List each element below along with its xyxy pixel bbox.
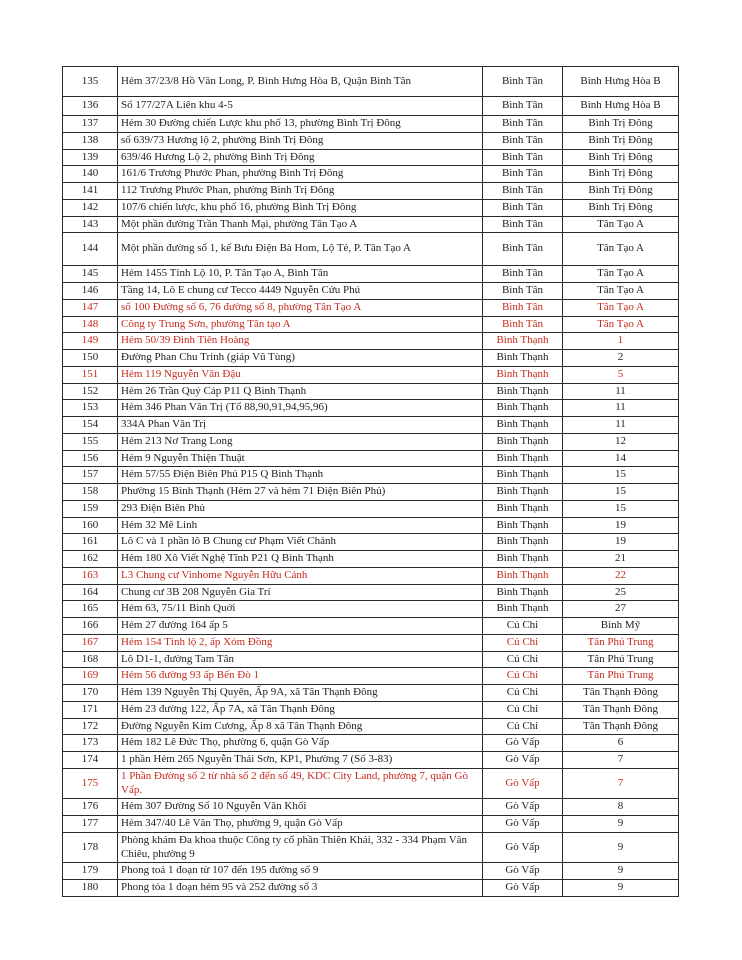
address-cell: Hẻm 180 Xô Viết Nghệ Tĩnh P21 Q Bình Thạnh [118,551,483,568]
table-row [63,484,679,501]
district-cell: Bình Tân [483,116,563,133]
district-cell: Bình Tân [483,166,563,183]
address-cell: Một phần đường số 1, kế Bưu Điện Bà Hom, Lộ Tẻ, P. Tân Tạo A [118,233,483,266]
address-cell: 293 Điện Biên Phủ [118,500,483,517]
ward-cell: Bình Trị Đông [563,166,679,183]
district-cell: Bình Tân [483,132,563,149]
table-row [63,768,679,799]
ward-cell: Bình Mỹ [563,618,679,635]
ward-cell: 9 [563,880,679,897]
ward-cell: Bình Trị Đông [563,199,679,216]
table-row [63,417,679,434]
ward-cell: Bình Hưng Hòa B [563,97,679,116]
district-cell: Gò Vấp [483,863,563,880]
address-cell: Chung cư 3B 208 Nguyễn Gia Trí [118,584,483,601]
address-cell: Hẻm 32 Mê Linh [118,517,483,534]
ward-cell: 5 [563,366,679,383]
district-cell: Gò Vấp [483,768,563,799]
ward-cell: 19 [563,534,679,551]
row-number-cell: 158 [63,484,118,501]
row-number-cell: 149 [63,333,118,350]
ward-cell: 22 [563,567,679,584]
ward-cell: 14 [563,450,679,467]
address-cell: Hẻm 57/55 Điện Biên Phủ P15 Q Bình Thạnh [118,467,483,484]
row-number-cell: 165 [63,601,118,618]
ward-cell: 1 [563,333,679,350]
address-cell: Hẻm 63, 75/11 Bình Quới [118,601,483,618]
row-number-cell: 150 [63,350,118,367]
ward-cell: Tân Phú Trung [563,668,679,685]
table-row [63,132,679,149]
district-cell: Bình Tân [483,97,563,116]
district-cell: Bình Tân [483,199,563,216]
ward-cell: 27 [563,601,679,618]
district-cell: Bình Tân [483,266,563,283]
district-cell: Bình Thạnh [483,417,563,434]
district-cell: Bình Thạnh [483,500,563,517]
table-row [63,880,679,897]
ward-cell: Bình Hưng Hòa B [563,67,679,97]
row-number-cell: 168 [63,651,118,668]
address-cell: Hẻm 346 Phan Văn Trị (Tổ 88,90,91,94,95,96) [118,400,483,417]
table-row [63,299,679,316]
table-row [63,618,679,635]
address-cell: Đường Nguyễn Kim Cương, Ấp 8 xã Tân Thạnh Đông [118,718,483,735]
table-row [63,685,679,702]
ward-cell: Tân Tạo A [563,266,679,283]
ward-cell: Tân Thạnh Đông [563,718,679,735]
row-number-cell: 154 [63,417,118,434]
table-row [63,183,679,200]
ward-cell: 7 [563,768,679,799]
address-cell: Hẻm 56 đường 93 ấp Bến Đò 1 [118,668,483,685]
address-cell: 161/6 Trương Phước Phan, phường Bình Trị Đông [118,166,483,183]
table-row [63,266,679,283]
row-number-cell: 159 [63,500,118,517]
district-cell: Bình Tân [483,299,563,316]
row-number-cell: 169 [63,668,118,685]
district-cell: Bình Thạnh [483,517,563,534]
address-cell: Hẻm 213 Nơ Trang Long [118,433,483,450]
address-cell: 1 Phần Đường số 2 từ nhà số 2 đến số 49, KDC City Land, phường 7, quận Gò Vấp. [118,768,483,799]
ward-cell: 11 [563,383,679,400]
address-cell: Hẻm 347/40 Lê Văn Thọ, phường 9, quận Gò Vấp [118,816,483,833]
district-cell: Bình Thạnh [483,400,563,417]
district-cell: Bình Thạnh [483,484,563,501]
table-row [63,450,679,467]
ward-cell: 15 [563,500,679,517]
district-cell: Củ Chi [483,634,563,651]
district-cell: Bình Thạnh [483,584,563,601]
district-cell: Bình Tân [483,149,563,166]
district-cell: Bình Thạnh [483,450,563,467]
address-cell: 334A Phan Văn Trị [118,417,483,434]
table-row [63,333,679,350]
table-row [63,283,679,300]
ward-cell: 9 [563,832,679,863]
ward-cell: 21 [563,551,679,568]
ward-cell: 8 [563,799,679,816]
row-number-cell: 144 [63,233,118,266]
address-cell: Đường Phan Chu Trinh (giáp Vũ Tùng) [118,350,483,367]
table-row [63,216,679,233]
row-number-cell: 139 [63,149,118,166]
table-row [63,634,679,651]
table-row [63,116,679,133]
ward-cell: 15 [563,467,679,484]
ward-cell: 19 [563,517,679,534]
table-row [63,567,679,584]
row-number-cell: 157 [63,467,118,484]
district-cell: Bình Thạnh [483,467,563,484]
address-cell: Một phần đường Trần Thanh Mại, phường Tân Tạo A [118,216,483,233]
table-row [63,651,679,668]
ward-cell: 9 [563,863,679,880]
row-number-cell: 171 [63,701,118,718]
address-cell: 112 Trương Phước Phan, phường Bình Trị Đông [118,183,483,200]
row-number-cell: 151 [63,366,118,383]
row-number-cell: 172 [63,718,118,735]
district-cell: Bình Thạnh [483,350,563,367]
ward-cell: Tân Phú Trung [563,634,679,651]
table-row [63,383,679,400]
lockdown-areas-table [62,66,679,897]
district-cell: Củ Chi [483,618,563,635]
row-number-cell: 140 [63,166,118,183]
row-number-cell: 175 [63,768,118,799]
address-cell: Hẻm 307 Đường Số 10 Nguyễn Văn Khối [118,799,483,816]
ward-cell: 11 [563,400,679,417]
district-cell: Bình Tân [483,183,563,200]
ward-cell: 25 [563,584,679,601]
district-cell: Gò Vấp [483,752,563,769]
table-row [63,316,679,333]
district-cell: Bình Thạnh [483,383,563,400]
address-cell: Phong tỏa 1 đoạn hẻm 95 và 252 đường số 3 [118,880,483,897]
district-cell: Củ Chi [483,685,563,702]
table-row [63,752,679,769]
ward-cell: 15 [563,484,679,501]
ward-cell: Bình Trị Đông [563,183,679,200]
table-body [63,67,679,897]
district-cell: Gò Vấp [483,832,563,863]
ward-cell: Tân Tạo A [563,283,679,300]
district-cell: Bình Thạnh [483,433,563,450]
row-number-cell: 147 [63,299,118,316]
district-cell: Gò Vấp [483,735,563,752]
row-number-cell: 178 [63,832,118,863]
table-row [63,799,679,816]
table-row [63,584,679,601]
address-cell: Hẻm 1455 Tỉnh Lộ 10, P. Tân Tạo A, Bình Tân [118,266,483,283]
ward-cell: Tân Thạnh Đông [563,701,679,718]
address-cell: Hẻm 26 Trần Quý Cáp P11 Q Bình Thạnh [118,383,483,400]
table-row [63,350,679,367]
address-cell: Hẻm 9 Nguyễn Thiện Thuật [118,450,483,467]
address-cell: số 639/73 Hương lộ 2, phường Bình Trị Đông [118,132,483,149]
row-number-cell: 166 [63,618,118,635]
row-number-cell: 143 [63,216,118,233]
row-number-cell: 153 [63,400,118,417]
table-row [63,97,679,116]
row-number-cell: 174 [63,752,118,769]
row-number-cell: 179 [63,863,118,880]
row-number-cell: 164 [63,584,118,601]
table-row [63,863,679,880]
ward-cell: Tân Tạo A [563,233,679,266]
table-row [63,67,679,97]
district-cell: Bình Tân [483,233,563,266]
table-row [63,718,679,735]
table-row [63,551,679,568]
address-cell: Hẻm 27 đường 164 ấp 5 [118,618,483,635]
table-row [63,366,679,383]
ward-cell: Tân Tạo A [563,316,679,333]
district-cell: Bình Thạnh [483,567,563,584]
table-row [63,400,679,417]
district-cell: Bình Thạnh [483,366,563,383]
row-number-cell: 173 [63,735,118,752]
table-row [63,832,679,863]
district-cell: Bình Tân [483,316,563,333]
address-cell: Hẻm 182 Lê Đức Thọ, phường 6, quận Gò Vấp [118,735,483,752]
table-row [63,500,679,517]
district-cell: Củ Chi [483,668,563,685]
district-cell: Bình Tân [483,283,563,300]
table-row [63,467,679,484]
ward-cell: 11 [563,417,679,434]
table-row [63,816,679,833]
table-row [63,517,679,534]
address-cell: Hẻm 30 Đường chiến Lược khu phố 13, phường Bình Trị Đông [118,116,483,133]
row-number-cell: 167 [63,634,118,651]
row-number-cell: 170 [63,685,118,702]
row-number-cell: 180 [63,880,118,897]
row-number-cell: 156 [63,450,118,467]
ward-cell: Bình Trị Đông [563,116,679,133]
address-cell: Lô D1-1, đường Tam Tân [118,651,483,668]
address-cell: 1 phần Hẻm 265 Nguyễn Thái Sơn, KP1, Phường 7 (Số 3-83) [118,752,483,769]
row-number-cell: 146 [63,283,118,300]
table-row [63,534,679,551]
address-cell: 107/6 chiến lược, khu phố 16, phường Bình Trị Đông [118,199,483,216]
row-number-cell: 160 [63,517,118,534]
row-number-cell: 177 [63,816,118,833]
row-number-cell: 152 [63,383,118,400]
ward-cell: 9 [563,816,679,833]
address-cell: Hẻm 23 đường 122, Ấp 7A, xã Tân Thạnh Đông [118,701,483,718]
row-number-cell: 137 [63,116,118,133]
address-cell: Lô C và 1 phần lô B Chung cư Phạm Viết Chánh [118,534,483,551]
row-number-cell: 148 [63,316,118,333]
row-number-cell: 162 [63,551,118,568]
ward-cell: 7 [563,752,679,769]
ward-cell: Tân Tạo A [563,216,679,233]
table-row [63,166,679,183]
table-row [63,668,679,685]
district-cell: Củ Chi [483,651,563,668]
ward-cell: 12 [563,433,679,450]
ward-cell: Bình Trị Đông [563,132,679,149]
district-cell: Củ Chi [483,718,563,735]
address-cell: 639/46 Hương Lộ 2, phường Bình Trị Đông [118,149,483,166]
table-row [63,233,679,266]
address-cell: Phong toả 1 đoạn từ 107 đến 195 đường số 9 [118,863,483,880]
table-row [63,149,679,166]
row-number-cell: 155 [63,433,118,450]
row-number-cell: 161 [63,534,118,551]
district-cell: Gò Vấp [483,799,563,816]
row-number-cell: 136 [63,97,118,116]
address-cell: Hẻm 154 Tỉnh lộ 2, ấp Xóm Đồng [118,634,483,651]
district-cell: Củ Chi [483,701,563,718]
address-cell: Công ty Trung Sơn, phường Tân tạo A [118,316,483,333]
address-cell: L3 Chung cư Vinhome Nguyễn Hữu Cảnh [118,567,483,584]
address-cell: Hẻm 50/39 Đinh Tiên Hoàng [118,333,483,350]
row-number-cell: 135 [63,67,118,97]
row-number-cell: 142 [63,199,118,216]
ward-cell: Tân Tạo A [563,299,679,316]
table-row [63,199,679,216]
address-cell: Phòng khám Đa khoa thuộc Công ty cổ phần Thiên Khải, 332 - 334 Phạm Văn Chiêu, phường 9 [118,832,483,863]
district-cell: Bình Thạnh [483,534,563,551]
district-cell: Bình Tân [483,216,563,233]
ward-cell: 6 [563,735,679,752]
district-cell: Bình Thạnh [483,551,563,568]
row-number-cell: 176 [63,799,118,816]
table-row [63,433,679,450]
ward-cell: Tân Thạnh Đông [563,685,679,702]
row-number-cell: 138 [63,132,118,149]
table-row [63,601,679,618]
district-cell: Gò Vấp [483,816,563,833]
row-number-cell: 141 [63,183,118,200]
table-row [63,701,679,718]
ward-cell: 2 [563,350,679,367]
district-cell: Bình Thạnh [483,333,563,350]
address-cell: Hẻm 37/23/8 Hồ Văn Long, P. Bình Hưng Hòa B, Quận Bình Tân [118,67,483,97]
row-number-cell: 163 [63,567,118,584]
address-cell: số 100 Đường số 6, 76 đường số 8, phường Tân Tạo A [118,299,483,316]
address-cell: Số 177/27A Liên khu 4-5 [118,97,483,116]
address-cell: Phường 15 Bình Thạnh (Hẻm 27 và hẻm 71 Điện Biên Phủ) [118,484,483,501]
ward-cell: Tân Phú Trung [563,651,679,668]
address-cell: Hẻm 119 Nguyễn Văn Đậu [118,366,483,383]
row-number-cell: 145 [63,266,118,283]
address-cell: Hẻm 139 Nguyễn Thị Quyên, Ấp 9A, xã Tân Thạnh Đông [118,685,483,702]
address-cell: Tầng 14, Lô E chung cư Tecco 4449 Nguyễn Cửu Phú [118,283,483,300]
district-cell: Bình Tân [483,67,563,97]
district-cell: Gò Vấp [483,880,563,897]
ward-cell: Bình Trị Đông [563,149,679,166]
district-cell: Bình Thạnh [483,601,563,618]
table-row [63,735,679,752]
